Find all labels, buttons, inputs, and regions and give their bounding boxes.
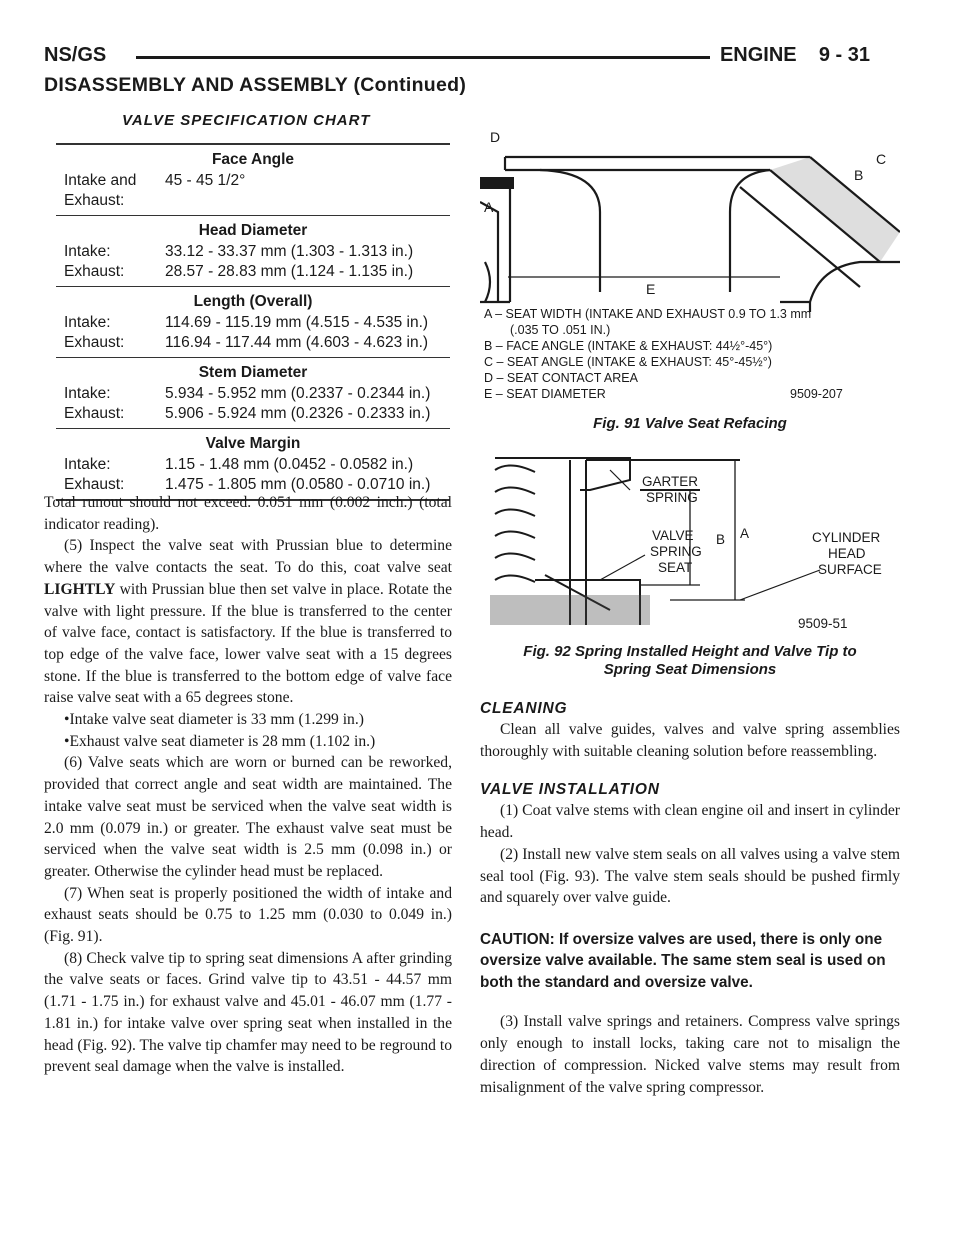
page-header-left: NS/GS (44, 44, 107, 66)
spec-group-head-diameter (56, 216, 450, 287)
bullet-item (44, 731, 452, 753)
spec-group-length (56, 287, 450, 358)
caution-note: CAUTION: If oversize valves are used, there is only one oversize valve available. The same stem seal is used on both the standard and oversize valve. (480, 930, 886, 991)
spring-installed-height-diagram (490, 450, 892, 640)
fig91-label-c: C (876, 151, 887, 167)
bullet-text: Intake valve seat diameter is 33 mm (1.299 in.) (69, 711, 364, 729)
bullet-icon: • (64, 732, 70, 750)
fig91-legend-d: D – SEAT CONTACT AREA (484, 371, 638, 385)
fig91-label-b: B (854, 167, 864, 183)
fig91-legend-e: E – SEAT DIAMETER (484, 387, 606, 401)
right-column-text (480, 699, 900, 1098)
spec-label: Intake: (64, 456, 111, 473)
fig91-code: 9509-207 (790, 387, 843, 401)
fig92-vss-1: VALVE (652, 528, 694, 543)
spec-heading: Length (Overall) (193, 293, 313, 310)
fig92-caption-line-2: Spring Seat Dimensions (603, 661, 777, 678)
valve-seat-refacing-diagram (480, 112, 900, 412)
paragraph: (8) Check valve tip to spring seat dimensions A after grinding the valve seats or faces. Grind valve tip to 43.51 - 44.57 mm (1.71 - 1.75 in.) for exhaust valve and 45.01 - 46.07 mm (1.77 - 1.81 in.) for intake valve over spring seat when installed in the head (Fig. 92). The valve tip chamfer may need to be reground to prevent seal damage when the valve is installed. (44, 949, 452, 1076)
spec-row (56, 242, 450, 262)
bullet-text: Exhaust valve seat diameter is 28 mm (1.102 in.) (69, 732, 376, 750)
fig91-legend-b: B – FACE ANGLE (INTAKE & EXHAUST: 44½°-45°) (484, 339, 773, 353)
header-rule (136, 56, 710, 59)
spec-heading: Stem Diameter (198, 364, 308, 381)
spec-row (56, 384, 450, 404)
fig91-label-e: E (646, 281, 656, 297)
cleaning-heading: CLEANING (480, 700, 568, 717)
fig91-label-d: D (490, 129, 501, 145)
spec-value: 33.12 - 33.37 mm (1.303 - 1.313 in.) (165, 243, 414, 260)
valve-installation-heading: VALVE INSTALLATION (480, 781, 660, 799)
spec-heading: Face Angle (211, 151, 295, 168)
spec-value: 5.906 - 5.924 mm (0.2326 - 0.2333 in.) (165, 405, 431, 422)
spec-group-face-angle (56, 145, 450, 216)
spec-label: Exhaust: (64, 476, 125, 493)
bullet-icon: • (64, 711, 70, 729)
spec-label: Intake: (64, 314, 111, 331)
paragraph: (6) Valve seats which are worn or burned can be reworked, provided that correct angle and seat width are maintained. The intake valve seat must be serviced when the valve seat width is 2.0 mm (0.079 in.) or greater. The exhaust valve seat must be serviced when the valve seat width is 2.5 mm (0.098 in.) or greater. Otherwise the cylinder head must be replaced. (44, 754, 452, 880)
fig91-legend-a: A – SEAT WIDTH (INTAKE AND EXHAUST 0.9 TO 1.3 mm (484, 307, 812, 321)
emphasis-text: LIGHTLY (44, 580, 116, 598)
spec-label: Intake: (64, 243, 111, 260)
left-column-text (44, 492, 452, 1078)
text-run: (5) Inspect the valve seat with Prussian blue to determine where the valve contacts the seat. To do this, coat valve seat (44, 537, 452, 577)
fig92-garter-1: GARTER (642, 474, 699, 489)
spec-value: 114.69 - 115.19 mm (4.515 - 4.535 in.) (165, 314, 429, 331)
fig92-code: 9509-51 (798, 616, 848, 631)
spec-label: Intake and Exhaust: (64, 172, 137, 209)
fig92-chs-3: SURFACE (818, 562, 882, 577)
fig91-legend-c: C – SEAT ANGLE (INTAKE & EXHAUST: 45°-45½°) (484, 355, 772, 369)
spec-row (56, 455, 450, 475)
fig92-vss-2: SPRING (650, 544, 702, 559)
spec-row (56, 333, 450, 353)
spec-value: 116.94 - 117.44 mm (4.603 - 4.623 in.) (165, 334, 429, 351)
spec-heading: Valve Margin (205, 435, 301, 452)
spec-chart-title: VALVE SPECIFICATION CHART (122, 112, 371, 129)
bullet-item (44, 709, 452, 731)
fig92-caption (480, 643, 900, 679)
section-title: DISASSEMBLY AND ASSEMBLY (Continued) (44, 74, 467, 96)
spec-row (56, 404, 450, 424)
text-run: with Prussian blue then set valve in place. Rotate the valve with light pressure. If the blue is transferred to the center of valve face, contact is satisfactory. If the blue is transferred to top edge of the valve face, lower valve seat with a 15 degrees stone. If the blue is transferred to the bottom edge of valve face raise valve seat with a 65 degrees stone. (44, 580, 452, 707)
page-header-right: ENGINE 9 - 31 (719, 44, 870, 66)
fig91-label-a: A (484, 199, 494, 215)
spec-value: 1.475 - 1.805 mm (0.0580 - 0.0710 in.) (165, 476, 431, 493)
fig92-chs-1: CYLINDER (812, 530, 881, 545)
spec-row (56, 171, 450, 211)
spec-label: Exhaust: (64, 334, 125, 351)
paragraph: Total runout should not exceed. 0.051 mm (0.002 inch.) (total indicator reading). (44, 494, 452, 533)
spec-table (56, 143, 450, 501)
paragraph: (1) Coat valve stems with clean engine oil and insert in cylinder head. (480, 802, 900, 842)
spec-group-stem-diameter (56, 358, 450, 429)
paragraph (44, 535, 452, 709)
spec-value: 28.57 - 28.83 mm (1.124 - 1.135 in.) (165, 263, 414, 280)
fig92-vss-3: SEAT (658, 560, 693, 575)
spec-group-valve-margin (56, 429, 450, 499)
paragraph: (3) Install valve springs and retainers. Compress valve springs only enough to install locks, taking care not to misalign the direction of compression. Nicked valve stems may result from misalignment of the valve spring compressor. (480, 1013, 900, 1096)
spec-value: 45 - 45 1/2° (165, 172, 246, 189)
paragraph: Clean all valve guides, valves and valve spring assemblies thoroughly with suitable cleaning solution before reassembling. (480, 721, 900, 760)
spec-label: Intake: (64, 385, 111, 402)
spec-row (56, 313, 450, 333)
spec-value: 5.934 - 5.952 mm (0.2337 - 0.2344 in.) (165, 385, 431, 402)
fig91-legend-a2: (.035 TO .051 IN.) (510, 323, 611, 337)
spec-value: 1.15 - 1.48 mm (0.0452 - 0.0582 in.) (165, 456, 414, 473)
fig91-caption: Fig. 91 Valve Seat Refacing (593, 415, 787, 432)
fig92-garter-2: SPRING (646, 490, 698, 505)
spec-row (56, 262, 450, 282)
spec-label: Exhaust: (64, 263, 125, 280)
spec-label: Exhaust: (64, 405, 125, 422)
paragraph: (7) When seat is properly positioned the width of intake and exhaust seats should be 0.75 to 1.25 mm (0.030 to 0.049 in.) (Fig. 91). (44, 884, 452, 946)
fig92-caption-line-1: Fig. 92 Spring Installed Height and Valve Tip to (523, 643, 857, 660)
fig92-label-a: A (740, 526, 750, 541)
fig92-chs-2: HEAD (828, 546, 866, 561)
fig92-label-b: B (716, 532, 726, 547)
spec-heading: Head Diameter (198, 222, 308, 239)
paragraph: (2) Install new valve stem seals on all valves using a valve stem seal tool (Fig. 93). The valve stem seals should be pushed firmly and squarely over valve guide. (480, 845, 900, 907)
